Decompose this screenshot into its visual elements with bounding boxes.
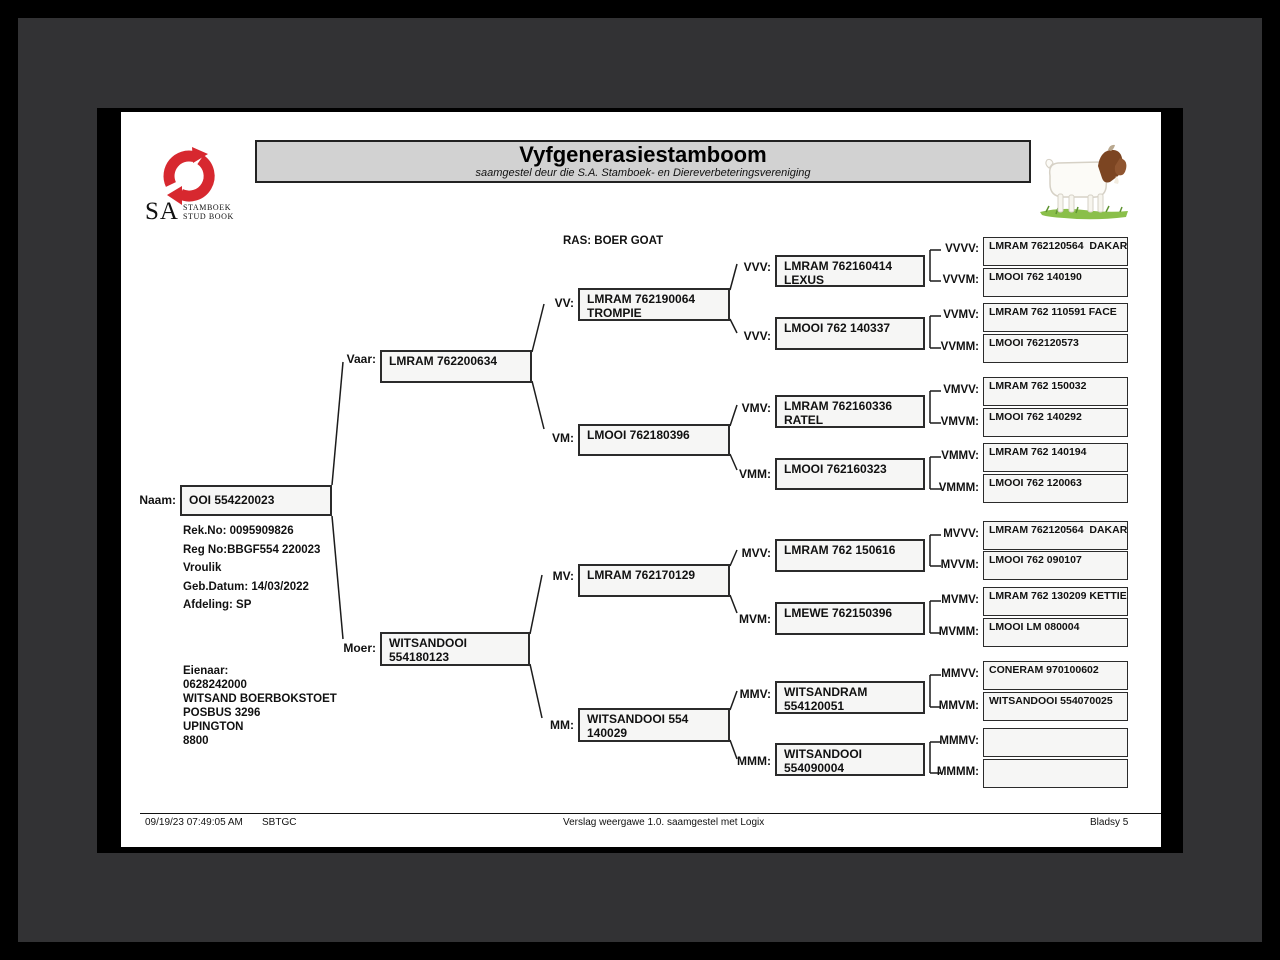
node-vmvm-label: VMVM: <box>940 416 979 428</box>
owner-heading: Eienaar: <box>183 665 229 677</box>
node-vm-label: VM: <box>552 431 574 445</box>
node-vvvm-label: VVVM: <box>942 274 979 286</box>
node-vvv2-box <box>775 317 925 350</box>
node-mmmm-label: MMMM: <box>936 766 979 778</box>
node-mmvv-label: MMVV: <box>941 668 979 680</box>
node-mmm-line1: WITSANDOOI <box>784 747 862 761</box>
node-mmv-label: MMV: <box>739 687 771 701</box>
node-vvvm-line1: LMOOI 762 140190 <box>989 271 1082 283</box>
logo-sa: SA <box>145 198 179 225</box>
logo-wordmark <box>183 203 234 221</box>
report-title: Vyfgenerasiestamboom <box>519 142 767 167</box>
node-mvmm-box <box>983 618 1128 647</box>
node-vv-box <box>578 288 730 321</box>
node-mmv-box <box>775 681 925 714</box>
footer-office-code: SBTGC <box>262 817 297 828</box>
pedigree-document-page <box>121 112 1161 847</box>
node-mvmm-label: MVMM: <box>938 626 979 638</box>
logo-line2: STUD BOOK <box>182 212 234 221</box>
node-vmvm-box <box>983 408 1128 437</box>
node-mm-line2: 140029 <box>587 726 628 740</box>
node-vvvv-label: VVVV: <box>945 243 979 255</box>
node-mmm-box <box>775 743 925 776</box>
node-mvv-label: MVV: <box>741 546 771 560</box>
node-vm-line1: LMOOI 762180396 <box>587 428 690 442</box>
node-vmm-label: VMM: <box>739 467 771 481</box>
footer-page-number: Bladsy 5 <box>1090 817 1129 828</box>
node-vvmv-box <box>983 303 1128 332</box>
node-mvm-label: MVM: <box>739 612 771 626</box>
node-vvv1-label: VVV: <box>743 260 771 274</box>
node-moer-line2: 554180123 <box>389 650 450 664</box>
owner-stud-name: WITSAND BOERBOKSTOET <box>183 693 337 705</box>
node-vmmm-box <box>983 474 1128 503</box>
node-vmmm-label: VMMM: <box>938 482 979 494</box>
owner-phone: 0628242000 <box>183 679 247 691</box>
node-mm-label: MM: <box>550 718 574 732</box>
node-vmmv-box <box>983 443 1128 472</box>
node-naam-box <box>180 485 332 516</box>
node-mvmv-label: MVMV: <box>941 594 979 606</box>
node-vvv2-label: VVV: <box>743 329 771 343</box>
node-mvvv-line1: LMRAM 762120564 DAKAR <box>989 524 1128 536</box>
node-vvmm-box <box>983 334 1128 363</box>
node-vvv1-line2: LEXUS <box>784 273 825 287</box>
node-vvv1-box <box>775 255 925 287</box>
node-vvmv-line1: LMRAM 762 110591 FACE <box>989 306 1117 318</box>
node-mvv-line1: LMRAM 762 150616 <box>784 543 896 557</box>
boer-goat-image <box>1036 136 1132 224</box>
node-naam-text: OOI 554220023 <box>189 493 275 507</box>
footer-version: Verslag weergawe 1.0. saamgestel met Logix <box>563 817 765 828</box>
node-mvmv-line1: LMRAM 762 130209 KETTIE <box>989 590 1127 602</box>
node-mmmm-box <box>983 759 1128 788</box>
node-mvm-box <box>775 602 925 635</box>
footer-divider <box>140 813 1161 814</box>
owner-postbox: POSBUS 3296 <box>183 707 261 719</box>
node-vmvm-line1: LMOOI 762 140292 <box>989 411 1082 423</box>
node-moer-label: Moer: <box>343 641 376 655</box>
node-vmmv-line1: LMRAM 762 140194 <box>989 446 1087 458</box>
node-vvmv-label: VVMV: <box>943 309 979 321</box>
node-naam-label: Naam: <box>139 493 176 507</box>
node-mvv-box <box>775 539 925 572</box>
owner-postcode: 8800 <box>183 735 209 747</box>
node-vmmm-line1: LMOOI 762 120063 <box>989 477 1082 489</box>
node-mmvm-line1: WITSANDOOI 554070025 <box>989 695 1113 707</box>
node-mmm-line2: 554090004 <box>784 761 845 775</box>
logo-text <box>145 198 234 226</box>
detail-regno: Reg No:BBGF554 220023 <box>183 543 321 556</box>
node-mvm-line1: LMEWE 762150396 <box>784 606 893 620</box>
node-vmvv-label: VMVV: <box>943 384 979 396</box>
node-mvmm-line1: LMOOI LM 080004 <box>989 621 1080 633</box>
node-vmv-line1: LMRAM 762160336 <box>784 399 893 413</box>
node-mvvm-box <box>983 551 1128 580</box>
node-mmv-line2: 554120051 <box>784 699 845 713</box>
node-mvmv-box <box>983 587 1128 616</box>
node-vvvm-box <box>983 268 1128 297</box>
node-mv-label: MV: <box>552 569 574 583</box>
node-vmv-line2: RATEL <box>784 413 824 427</box>
report-title-bar <box>255 140 1031 183</box>
detail-rekno: Rek.No: 0095909826 <box>183 525 294 537</box>
node-mmvm-label: MMVM: <box>938 700 979 712</box>
animal-details <box>183 522 320 615</box>
owner-details <box>183 664 337 748</box>
detail-section: Afdeling: SP <box>183 599 252 611</box>
node-vaar-label: Vaar: <box>346 352 376 366</box>
node-mv-line1: LMRAM 762170129 <box>587 568 696 582</box>
node-vmmv-label: VMMV: <box>941 450 979 462</box>
node-vmm-box <box>775 458 925 490</box>
node-mmv-line1: WITSANDRAM <box>784 685 868 699</box>
detail-birthdate: Geb.Datum: 14/03/2022 <box>183 580 309 593</box>
node-vaar-line1: LMRAM 762200634 <box>389 354 498 368</box>
node-vvvv-line1: LMRAM 762120564 DAKAR <box>989 240 1128 252</box>
node-vaar-box <box>380 350 532 383</box>
node-vvmm-label: VVMM: <box>940 341 979 353</box>
node-vvvv-box <box>983 237 1128 266</box>
node-vvmm-line1: LMOOI 762120573 <box>989 337 1079 349</box>
node-mvvm-label: MVVM: <box>940 559 979 571</box>
node-mmvv-box <box>983 661 1128 690</box>
node-vvv1-line1: LMRAM 762160414 <box>784 259 893 273</box>
node-mmmv-box <box>983 728 1128 757</box>
node-vmm-line1: LMOOI 762160323 <box>784 462 887 476</box>
owner-town: UPINGTON <box>183 721 244 733</box>
node-mmm-label: MMM: <box>737 754 771 768</box>
node-vvv2-line1: LMOOI 762 140337 <box>784 321 891 335</box>
node-mvvm-line1: LMOOI 762 090107 <box>989 554 1082 566</box>
node-vv-line1: LMRAM 762190064 <box>587 292 696 306</box>
node-mmvm-box <box>983 692 1128 721</box>
logo-line1: STAMBOEK <box>182 203 232 212</box>
node-mm-line1: WITSANDOOI 554 <box>587 712 689 726</box>
node-mmvv-line1: CONERAM 970100602 <box>989 664 1099 676</box>
node-mm-box <box>578 708 730 742</box>
node-mmmv-label: MMMV: <box>939 735 979 747</box>
node-mv-box <box>578 564 730 597</box>
node-vm-box <box>578 424 730 456</box>
node-mvvv-box <box>983 521 1128 550</box>
node-mvvv-label: MVVV: <box>943 528 979 540</box>
breed-label: RAS: BOER GOAT <box>563 235 664 247</box>
report-subtitle: saamgestel deur die S.A. Stamboek- en Diereverbeteringsvereniging <box>475 167 811 179</box>
node-vmv-box <box>775 395 925 428</box>
node-vmvv-box <box>983 377 1128 406</box>
footer-datetime: 09/19/23 07:49:05 AM <box>145 817 243 828</box>
node-vmvv-line1: LMRAM 762 150032 <box>989 380 1087 392</box>
node-moer-line1: WITSANDOOI <box>389 636 467 650</box>
node-vmv-label: VMV: <box>741 401 771 415</box>
circular-arrows-icon <box>159 138 221 206</box>
document-page-frame <box>97 108 1183 853</box>
detail-sex: Vroulik <box>183 562 222 574</box>
node-vv-label: VV: <box>554 296 574 310</box>
node-vv-line2: TROMPIE <box>587 306 642 320</box>
node-moer-box <box>380 632 530 666</box>
